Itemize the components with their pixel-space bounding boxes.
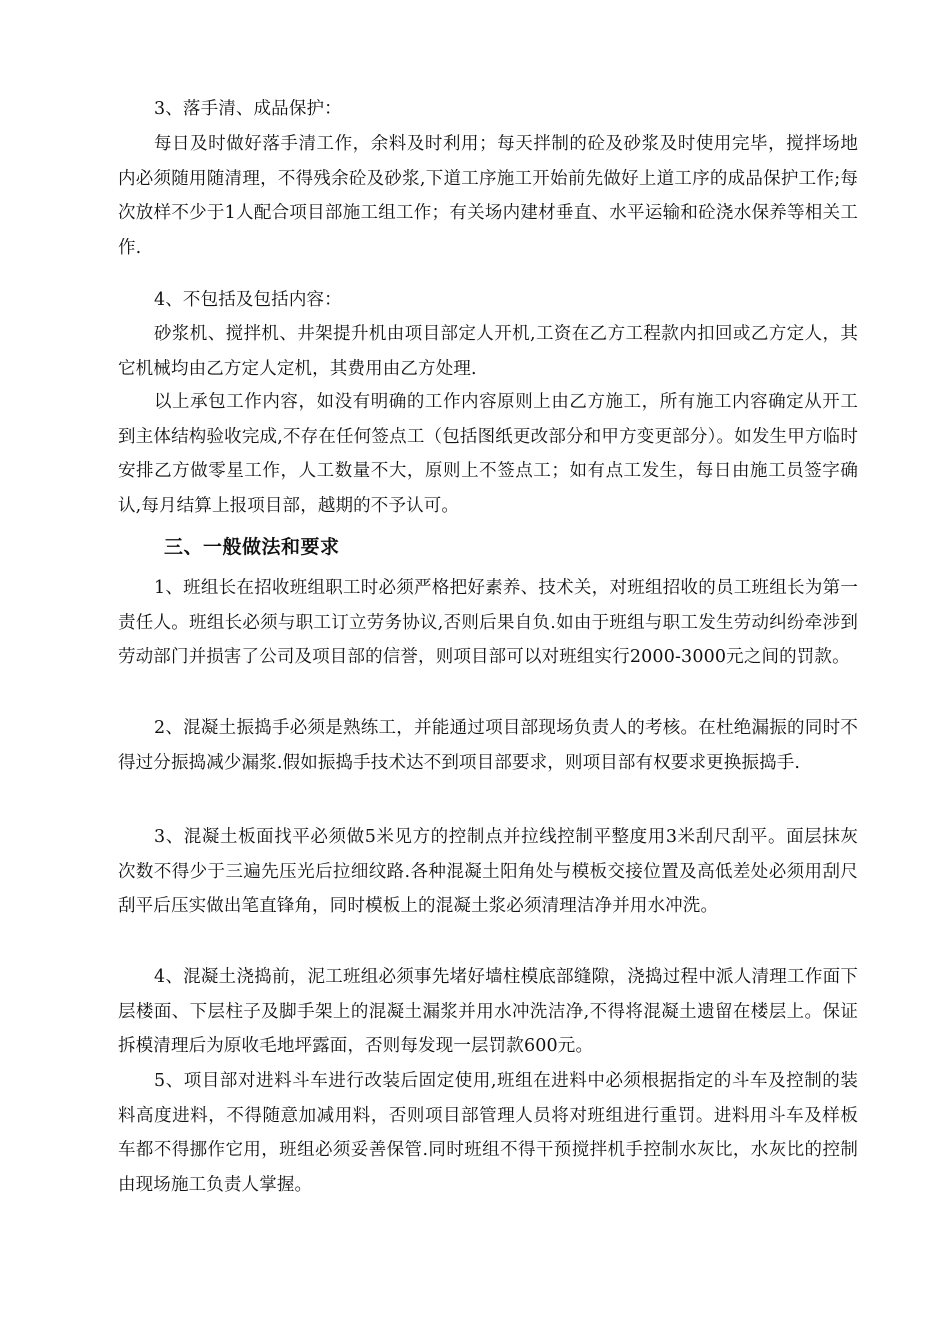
paragraph-rule-5: 5、项目部对进料斗车进行改装后固定使用,班组在进料中必须根据指定的斗车及控制的装料高度进料，不得随意加减用料，否则项目部管理人员将对班组进行重罚。进料用斗车及样板车都不得挪作它用，班组必须妥善保管.同时班组不得干预搅拌机手控制水灰比，水灰比的控制由现场施工负责人掌握。	[118, 1071, 858, 1195]
paragraph-machinery: 砂浆机、搅拌机、井架提升机由项目部定人开机,工资在乙方工程款内扣回或乙方定人，其它机械均由乙方定人定机，其费用由乙方处理.	[118, 324, 858, 379]
section-item-4-title: 4、不包括及包括内容：	[154, 290, 342, 310]
paragraph-contract-scope: 以上承包工作内容，如没有明确的工作内容原则上由乙方施工，所有施工内容确定从开工到主体结构验收完成,不存在任何签点工（包括图纸更改部分和甲方变更部分）。如发生甲方临时安排乙方做零星工作，人工数量不大，原则上不签点工；如有点工发生，每日由施工员签字确认,每月结算上报项目部，越期的不予认可。	[118, 392, 858, 516]
paragraph-rule-1: 1、班组长在招收班组职工时必须严格把好素养、技术关，对班组招收的员工班组长为第一责任人。班组长必须与职工订立劳务协议,否则后果自负.如由于班组与职工发生劳动纠纷牵涉到劳动部门并损害了公司及项目部的信誉，则项目部可以对班组实行2000-3000元之间的罚款。	[118, 578, 858, 668]
paragraph-cleanup-protection: 每日及时做好落手清工作，余料及时利用；每天拌制的砼及砂浆及时使用完毕，搅拌场地内必须随用随清理，不得残余砼及砂浆,下道工序施工开始前先做好上道工序的成品保护工作;每次放样不少于1人配合项目部施工组工作；有关场内建材垂直、水平运输和砼浇水保养等相关工作.	[118, 134, 858, 258]
paragraph-rule-2: 2、混凝土振捣手必须是熟练工，并能通过项目部现场负责人的考核。在杜绝漏振的同时不得过分振捣减少漏浆.假如振捣手技术达不到项目部要求，则项目部有权要求更换振捣手.	[118, 718, 858, 773]
paragraph-rule-4: 4、混凝土浇捣前，泥工班组必须事先堵好墙柱模底部缝隙，浇捣过程中派人清理工作面下层楼面、下层柱子及脚手架上的混凝土漏浆并用水冲洗洁净,不得将混凝土遗留在楼层上。保证拆模清理后为原收毛地坪露面，否则每发现一层罚款600元。	[118, 967, 858, 1057]
section-item-3-title: 3、落手清、成品保护：	[154, 99, 342, 119]
section-heading: 三、一般做法和要求	[164, 536, 340, 558]
paragraph-rule-3: 3、混凝土板面找平必须做5米见方的控制点并拉线控制平整度用3米刮尺刮平。面层抹灰次数不得少于三遍先压光后拉细纹路.各种混凝土阳角处与模板交接位置及高低差处必须用刮尺刮平后压实做出笔直锋角，同时模板上的混凝土浆必须清理洁净并用水冲洗。	[118, 827, 858, 917]
